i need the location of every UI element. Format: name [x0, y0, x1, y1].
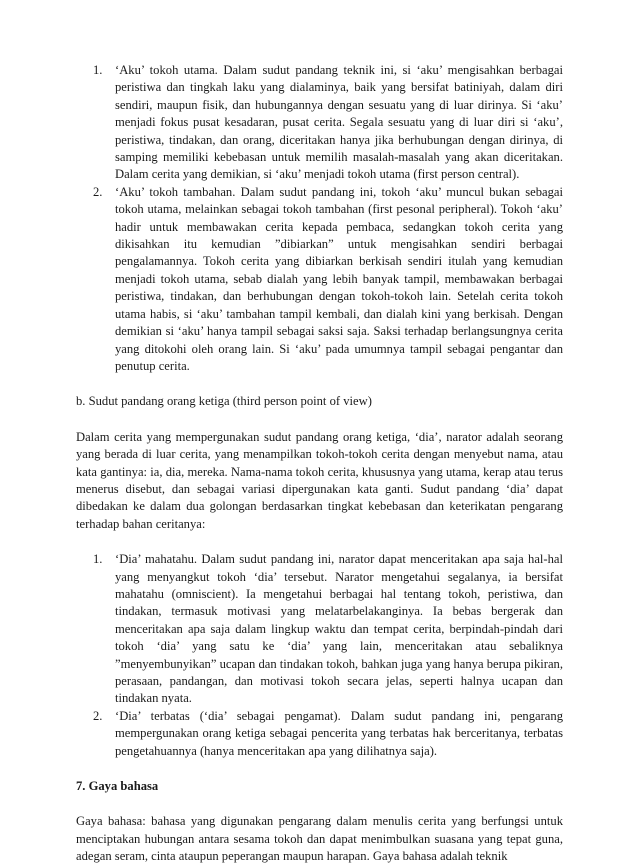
gaya-bahasa-paragraph: Gaya bahasa: bahasa yang digunakan pengarang dalam menulis cerita yang berfungsi untuk menciptakan hubungan antara sesama tokoh dan dapat menimbulkan suasana yang tepat guna, adegan seram, cinta ataupun peperangan maupun harapan. Gaya bahasa adalah teknik [76, 814, 563, 864]
subheading-third-person: b. Sudut pandang orang ketiga (third person point of view) [76, 394, 372, 409]
list-number: 1. [93, 552, 103, 567]
list-item [76, 184, 563, 375]
third-person-paragraph: Dalam cerita yang mempergunakan sudut pandang orang ketiga, ‘dia’, narator adalah seorang yang berada di luar cerita, yang menampilkan tokoh-tokoh cerita dengan menyebut nama, atau kata gantinya: ia, dia, mereka. Nama-nama tokoh cerita, khususnya yang utama, kerap atau terus menerus disebut, dan sebagai variasi dipergunakan kata ganti. Sudut pandang ‘dia’ dapat dibedakan ke dalam dua golongan berdasarkan tingkat kebebasan dan keterikatan pengarang terhadap bahan ceritanya: [76, 429, 563, 531]
list-item-text: ‘Aku’ tokoh utama. Dalam sudut pandang teknik ini, si ‘aku’ mengisahkan berbagai peristiwa dan tingkah laku yang dialaminya, baik yang bersifat batiniyah, dalam diri sendiri, maupun fisik, dan hubungannya dengan sesuatu yang di luar dirinya. Si ‘aku’ menjadi fokus pusat kesadaran, pusat cerita. Segala sesuatu yang di luar diri si ‘aku’, peristiwa, tindakan, dan orang, diceritakan hanya jika berhubungan dengan dirinya, di samping memiliki kebebasan untuk memilih masalah-masalah yang akan diceritakan. Dalam cerita yang demikian, si ‘aku’ menjadi tokoh utama (first person central). [115, 63, 563, 182]
list-number: 1. [93, 63, 103, 77]
first-person-list [76, 62, 563, 375]
third-person-list [76, 551, 563, 760]
list-item-text: ‘Dia’ terbatas (‘dia’ sebagai pengamat). Dalam sudut pandang ini, pengarang mempergunakan orang ketiga sebagai pencerita yang terbatas hak berceritanya, terbatas pengetahuannya (hanya menceritakan apa yang dilihatnya saja). [115, 708, 563, 758]
list-number: 2. [93, 708, 103, 723]
list-item-text: ‘Aku’ tokoh tambahan. Dalam sudut pandang ini, tokoh ‘aku’ muncul bukan sebagai tokoh utama, melainkan sebagai tokoh tambahan (first pesonal peripheral). Tokoh ‘aku’ hadir untuk membawakan cerita kepada pembaca, sedangkan tokoh cerita yang dikisahkan itu kemudian ”dibiarkan” untuk mengisahkan sendiri berbagai pengalamannya. Tokoh cerita yang dibiarkan berkisah sendiri itulah yang kemudian menjadi tokoh utama, sebab dialah yang lebih banyak tampil, membawakan berbagai peristiwa, tindakan, dan berhubungan dengan tokoh-tokoh lain. Setelah cerita tokoh utama habis, si ‘aku’ tambahan tampil kembali, dan dialah kini yang berkisah. Dengan demikian si ‘aku’ hanya tampil sebagai saksi saja. Saksi terhadap berlangsungnya cerita yang ditokohi oleh orang lain. Si ‘aku’ pada umumnya tampil sebagai pengantar dan penutup cerita. [115, 184, 563, 373]
list-item [76, 551, 563, 708]
list-item [76, 62, 563, 184]
list-item-text: ‘Dia’ mahatahu. Dalam sudut pandang ini, narator dapat menceritakan apa saja hal-hal yang menyangkut tokoh ‘dia’ tersebut. Narator mengetahui segalanya, ia bersifat mahatahu (omniscient). Ia mengetahui berbagai hal tentang tokoh, peristiwa, dan tindakan, termasuk motivasi yang melatarbelakanginya. Ia bebas bergerak dan menceritakan apa saja dalam lingkup waktu dan tempat cerita, berpindah-pindah dari tokoh ‘dia’ yang satu ke ‘dia’ yang lain, menceritakan atau sebaliknya ”menyembunyikan” ucapan dan tindakan tokoh, bahkan juga yang hanya berupa pikiran, perasaan, pandangan, dan motivasi tokoh secara jelas, seperti halnya ucapan dan tindakan nyata. [115, 552, 563, 706]
section-heading-gaya-bahasa: 7. Gaya bahasa [76, 779, 159, 794]
list-item [76, 708, 563, 760]
list-number: 2. [93, 184, 103, 199]
